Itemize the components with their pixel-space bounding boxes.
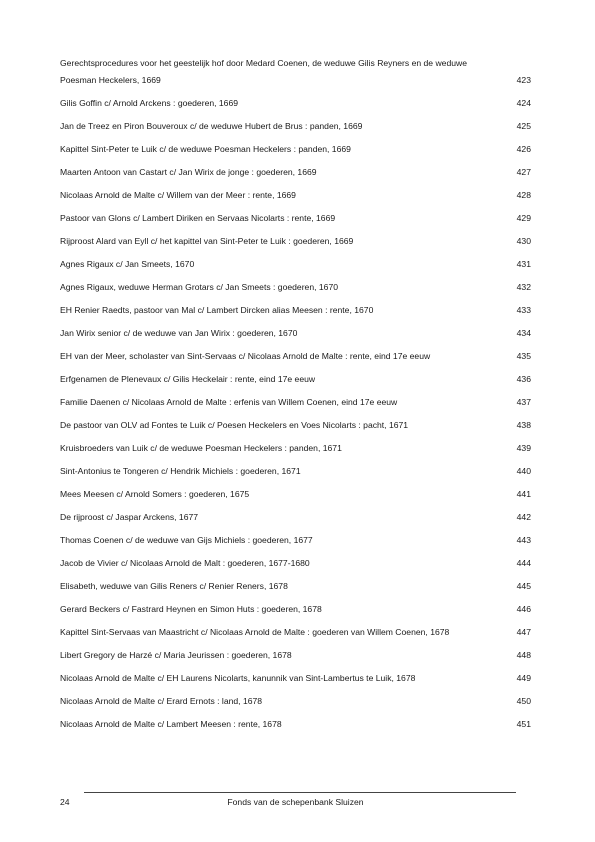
entry-number: 448 — [516, 650, 531, 660]
entry-title: Erfgenamen de Plenevaux c/ Gilis Heckelair : rente, eind 17e eeuw — [60, 374, 316, 384]
inventory-entry — [60, 118, 531, 135]
inventory-entry — [60, 647, 531, 664]
entry-title: Jacob de Vivier c/ Nicolaas Arnold de Malt : goederen, 1677-1680 — [60, 558, 310, 568]
entry-title: Nicolaas Arnold de Malte c/ Lambert Meesen : rente, 1678 — [60, 719, 282, 729]
entry-number: 451 — [516, 719, 531, 729]
inventory-entry — [60, 509, 531, 526]
inventory-entry — [60, 486, 531, 503]
entry-title: Libert Gregory de Harzé c/ Maria Jeurissen : goederen, 1678 — [60, 650, 292, 660]
entry-title: Gilis Goffin c/ Arnold Arckens : goederen, 1669 — [60, 98, 239, 108]
entry-number: 423 — [516, 75, 531, 85]
inventory-entry — [60, 555, 531, 572]
inventory-entry — [60, 302, 531, 319]
entry-title: Jan Wirix senior c/ de weduwe van Jan Wirix : goederen, 1670 — [60, 328, 298, 338]
entry-number: 430 — [516, 236, 531, 246]
entry-title: Nicolaas Arnold de Malte c/ Erard Ernots : land, 1678 — [60, 696, 263, 706]
entry-title: Nicolaas Arnold de Malte c/ EH Laurens Nicolarts, kanunnik van Sint-Lambertus te Luik, 1678 — [60, 673, 416, 683]
inventory-entry — [60, 141, 531, 158]
footer-title: Fonds van de schepenbank Sluizen — [227, 797, 364, 807]
entry-title: Gerard Beckers c/ Fastrard Heynen en Simon Huts : goederen, 1678 — [60, 604, 322, 614]
inventory-entry — [60, 95, 531, 112]
inventory-entry — [60, 417, 531, 434]
entry-title: Nicolaas Arnold de Malte c/ Willem van der Meer : rente, 1669 — [60, 190, 296, 200]
entry-number: 427 — [516, 167, 531, 177]
entry-title: Elisabeth, weduwe van Gilis Reners c/ Renier Reners, 1678 — [60, 581, 288, 591]
inventory-entry — [60, 693, 531, 710]
entry-number: 449 — [516, 673, 531, 683]
entry-title: Kruisbroeders van Luik c/ de weduwe Poesman Heckelers : panden, 1671 — [60, 443, 342, 453]
inventory-entry — [60, 716, 531, 733]
inventory-entry — [60, 463, 531, 480]
entry-title: Jan de Treez en Piron Bouveroux c/ de weduwe Hubert de Brus : panden, 1669 — [60, 121, 363, 131]
inventory-entry — [60, 187, 531, 204]
entry-number: 439 — [516, 443, 531, 453]
inventory-entry — [60, 55, 531, 89]
entry-title: Kapittel Sint-Peter te Luik c/ de weduwe Poesman Heckelers : panden, 1669 — [60, 144, 351, 154]
inventory-entry — [60, 601, 531, 618]
entry-number: 432 — [516, 282, 531, 292]
inventory-entry — [60, 325, 531, 342]
entry-number: 436 — [516, 374, 531, 384]
entry-number: 435 — [516, 351, 531, 361]
entry-number: 441 — [516, 489, 531, 499]
entry-number: 425 — [516, 121, 531, 131]
entry-title: Maarten Antoon van Castart c/ Jan Wirix de jonge : goederen, 1669 — [60, 167, 317, 177]
footer-divider — [84, 792, 516, 793]
entry-number: 444 — [516, 558, 531, 568]
entry-title: Pastoor van Glons c/ Lambert Diriken en Servaas Nicolarts : rente, 1669 — [60, 213, 336, 223]
entry-number: 446 — [516, 604, 531, 614]
entry-title: Agnes Rigaux, weduwe Herman Grotars c/ Jan Smeets : goederen, 1670 — [60, 282, 339, 292]
inventory-entry — [60, 440, 531, 457]
entry-title: Agnes Rigaux c/ Jan Smeets, 1670 — [60, 259, 195, 269]
entry-title: EH Renier Raedts, pastoor van Mal c/ Lambert Dircken alias Meesen : rente, 1670 — [60, 305, 374, 315]
entry-title: Sint-Antonius te Tongeren c/ Hendrik Michiels : goederen, 1671 — [60, 466, 301, 476]
inventory-entry — [60, 624, 531, 641]
inventory-entry — [60, 233, 531, 250]
entry-number: 440 — [516, 466, 531, 476]
entry-title: Familie Daenen c/ Nicolaas Arnold de Malte : erfenis van Willem Coenen, eind 17e eeuw — [60, 397, 398, 407]
inventory-entry — [60, 210, 531, 227]
entry-number: 438 — [516, 420, 531, 430]
page-footer — [60, 792, 531, 812]
entry-number: 442 — [516, 512, 531, 522]
page-number: 24 — [60, 797, 70, 807]
entry-title: Gerechtsprocedures voor het geestelijk hof door Medard Coenen, de weduwe Gilis Reyners en de weduwe Poesman Heckelers, 1669 — [60, 58, 467, 85]
entry-number: 426 — [516, 144, 531, 154]
entry-number: 428 — [516, 190, 531, 200]
entry-number: 445 — [516, 581, 531, 591]
entry-title: Thomas Coenen c/ de weduwe van Gijs Michiels : goederen, 1677 — [60, 535, 313, 545]
entry-title: Mees Meesen c/ Arnold Somers : goederen, 1675 — [60, 489, 250, 499]
inventory-entry — [60, 578, 531, 595]
entry-number: 424 — [516, 98, 531, 108]
entry-title: EH van der Meer, scholaster van Sint-Servaas c/ Nicolaas Arnold de Malte : rente, eind 17e eeuw — [60, 351, 431, 361]
inventory-entry — [60, 348, 531, 365]
entry-title: Rijproost Alard van Eyll c/ het kapittel van Sint-Peter te Luik : goederen, 1669 — [60, 236, 354, 246]
entry-number: 443 — [516, 535, 531, 545]
entry-number: 437 — [516, 397, 531, 407]
entry-number: 431 — [516, 259, 531, 269]
inventory-entry — [60, 371, 531, 388]
entry-number: 429 — [516, 213, 531, 223]
inventory-entry — [60, 532, 531, 549]
inventory-entry — [60, 279, 531, 296]
inventory-entry — [60, 670, 531, 687]
inventory-entry — [60, 256, 531, 273]
entry-number: 434 — [516, 328, 531, 338]
entry-number: 447 — [516, 627, 531, 637]
inventory-entry — [60, 164, 531, 181]
entry-number: 433 — [516, 305, 531, 315]
inventory-list — [60, 55, 531, 739]
entry-number: 450 — [516, 696, 531, 706]
entry-title: De rijproost c/ Jaspar Arckens, 1677 — [60, 512, 199, 522]
inventory-entry — [60, 394, 531, 411]
entry-title: De pastoor van OLV ad Fontes te Luik c/ Poesen Heckelers en Voes Nicolarts : pacht, 1671 — [60, 420, 409, 430]
entry-title: Kapittel Sint-Servaas van Maastricht c/ Nicolaas Arnold de Malte : goederen van Willem Coenen, 1678 — [60, 627, 450, 637]
